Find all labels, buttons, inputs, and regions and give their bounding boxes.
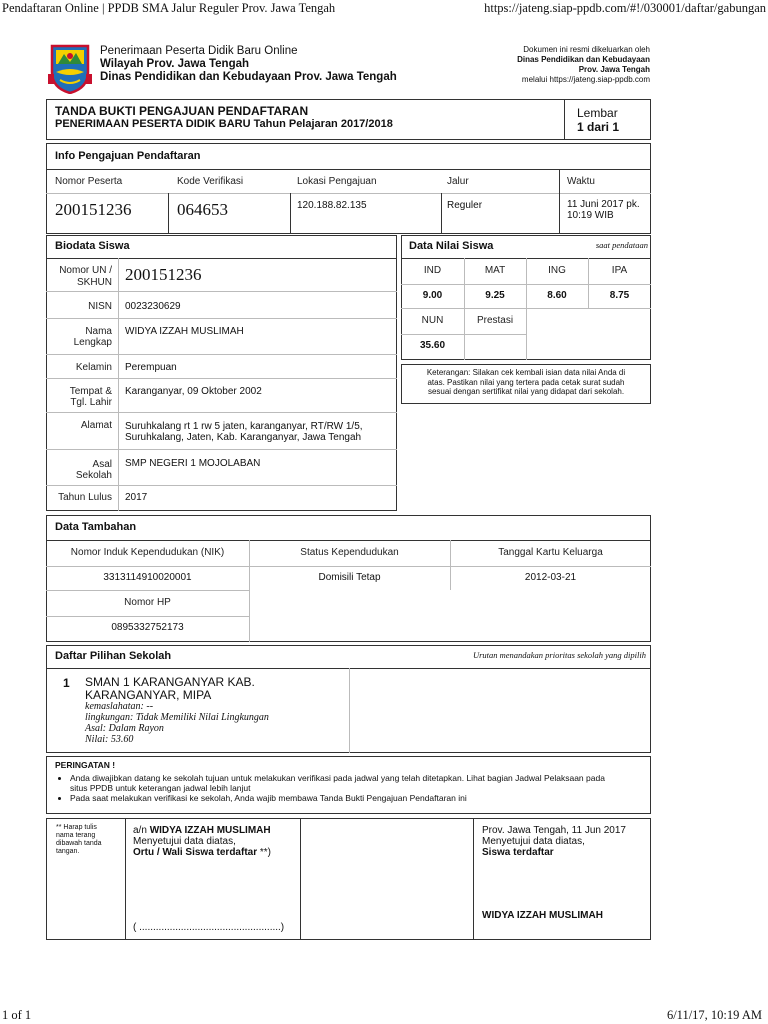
label-tahun-lulus: Tahun Lulus (58, 492, 112, 503)
status-kependudukan-value: Domisili Tetap (318, 572, 381, 583)
label-prestasi: Prestasi (476, 315, 514, 326)
nilai-nun: 35.60 (419, 340, 446, 351)
label-nomor-hp: Nomor HP (124, 597, 171, 608)
label-sekolah: Sekolah (75, 470, 112, 481)
kelamin-value: Perempuan (125, 362, 177, 373)
tahun-lulus-value: 2017 (125, 492, 148, 503)
document-subtitle: PENERIMAAN PESERTA DIDIK BARU Tahun Pelajaran 2017/2018 (55, 118, 393, 130)
pilihan-lingkungan: lingkungan: Tidak Memiliki Nilai Lingkungan (85, 712, 269, 723)
nilai-ind: 9.00 (422, 290, 443, 301)
label-alamat: Alamat (80, 420, 112, 431)
label-ind: IND (423, 265, 442, 276)
label-asal: Asal (92, 459, 112, 470)
ortu-an-name: a/n WIDYA IZZAH MUSLIMAH (133, 825, 271, 836)
nilai-ing: 8.60 (547, 290, 567, 301)
header-line-2: Wilayah Prov. Jawa Tengah (100, 58, 250, 70)
tanggal-kk-value: 2012-03-21 (524, 572, 577, 583)
siswa-menyetujui: Menyetujui data diatas, (482, 836, 585, 847)
label-jalur: Jalur (447, 176, 469, 187)
jalur-value: Reguler (447, 200, 483, 211)
label-tempat: Tempat & (69, 386, 112, 397)
label-nik: Nomor Induk Kependudukan (NIK) (70, 547, 225, 558)
nisn-value: 0023230629 (125, 301, 181, 312)
siswa-place-date: Prov. Jawa Tengah, 11 Jun 2017 (482, 825, 626, 836)
label-lokasi-pengajuan: Lokasi Pengajuan (297, 176, 377, 187)
tempat-tgl-lahir-value: Karanganyar, 09 Oktober 2002 (125, 386, 262, 397)
siswa-label: Siswa terdaftar (482, 847, 554, 858)
label-waktu: Waktu (567, 176, 595, 187)
header-right-1: Dokumen ini resmi dikeluarkan oleh (523, 45, 650, 54)
alamat-value-1: Suruhkalang rt 1 rw 5 jaten, karanganyar, RT/RW 1/5, (125, 421, 363, 432)
pilihan-number: 1 (63, 676, 70, 690)
biodata-heading: Biodata Siswa (55, 240, 130, 252)
nilai-note: saat pendataan (595, 240, 648, 250)
label-tgl-lahir: Tgl. Lahir (70, 397, 112, 408)
waktu-value-1: 11 Juni 2017 pk. (567, 199, 640, 210)
pilihan-school-line-1: SMAN 1 KARANGANYAR KAB. (85, 675, 255, 689)
peringatan-heading: PERINGATAN ! (55, 760, 116, 770)
nilai-mat: 9.25 (485, 290, 505, 301)
header-right-2: Dinas Pendidikan dan Kebudayaan (517, 55, 650, 64)
siswa-name: WIDYA IZZAH MUSLIMAH (482, 910, 603, 921)
nomor-hp-value: 0895332752173 (111, 622, 184, 633)
print-datetime: 6/11/17, 10:19 AM (666, 1008, 762, 1022)
header-right-4: melalui https://jateng.siap-ppdb.com (521, 75, 650, 84)
lokasi-pengajuan-value: 120.188.82.135 (297, 200, 367, 211)
document-title: TANDA BUKTI PENGAJUAN PENDAFTARAN (55, 104, 309, 118)
label-nomor-un: Nomor UN / (59, 265, 112, 276)
label-nama: Nama (85, 326, 112, 337)
pilihan-nilai: Nilai: 53.60 (85, 734, 134, 745)
lembar-value: 1 dari 1 (577, 120, 620, 134)
keterangan-text: Keterangan: Silakan cek kembali isian data nilai Anda di atas. Pastikan nilai yang tertera pada cetak surat sudah sesuai dengan sertifikat nilai yang didapat dari sekolah. (426, 368, 626, 396)
nomor-un-value: 200151236 (125, 265, 202, 284)
header-line-1: Penerimaan Peserta Didik Baru Online (100, 45, 298, 57)
pilihan-asal: Asal: Dalam Rayon (85, 723, 164, 734)
label-skhun: SKHUN (76, 277, 112, 288)
nilai-ipa: 8.75 (609, 290, 630, 301)
peringatan-list: • Anda diwajibkan datang ke sekolah tujuan untuk melakukan verifikasi pada jadwal yang telah ditetapkan. Lihat bagian Jadwal Pelaksaan pada situs PPDB untuk keterangan jadwal lebih lanjut • Pada saat melakukan verifikasi ke sekolah, Anda wajib membawa Tanda Bukti Pengajuan Pendaftaran ini (60, 773, 645, 803)
ortu-menyetujui: Menyetujui data diatas, (133, 836, 236, 847)
label-nun: NUN (421, 315, 444, 326)
nomor-peserta-value: 200151236 (55, 200, 132, 219)
ortu-signature-line: ( ...................................................) (133, 922, 285, 933)
label-lengkap: Lengkap (73, 337, 112, 348)
jawa-tengah-emblem-icon (46, 42, 94, 94)
nik-value: 3313114910020001 (103, 572, 192, 583)
label-nomor-peserta: Nomor Peserta (55, 176, 123, 187)
pilihan-school-line-2: KARANGANYAR, MIPA (85, 688, 212, 702)
asal-sekolah-value: SMP NEGERI 1 MOJOLABAN (125, 458, 261, 469)
label-mat: MAT (484, 265, 506, 276)
info-pengajuan-heading: Info Pengajuan Pendaftaran (55, 150, 201, 162)
nilai-heading: Data Nilai Siswa (409, 240, 494, 252)
label-tanggal-kk: Tanggal Kartu Keluarga (498, 547, 603, 558)
lembar-label: Lembar (577, 106, 618, 120)
waktu-value-2: 10:19 WIB (567, 210, 614, 221)
pilihan-kemaslahatan: kemaslahatan: -- (85, 701, 154, 712)
pilihan-note: Urutan menandakan prioritas sekolah yang dipilih (472, 650, 646, 660)
tanda-tangan-note: ** Harap tulis nama terang dibawah tanda tangan. (56, 824, 102, 855)
alamat-value-2: Suruhkalang, Jaten, Kab. Karanganyar, Jawa Tengah (125, 432, 362, 443)
browser-url: https://jateng.siap-ppdb.com/#!/030001/daftar/gabungan (484, 1, 766, 15)
pilihan-sekolah-heading: Daftar Pilihan Sekolah (55, 650, 172, 662)
browser-page-title: Pendaftaran Online | PPDB SMA Jalur Reguler Prov. Jawa Tengah (2, 1, 336, 15)
kode-verifikasi-value: 064653 (177, 200, 228, 219)
header-line-3: Dinas Pendidikan dan Kebudayaan Prov. Jawa Tengah (100, 71, 397, 83)
label-status-kependudukan: Status Kependudukan (300, 547, 399, 558)
data-tambahan-heading: Data Tambahan (55, 521, 137, 533)
label-kelamin: Kelamin (75, 362, 112, 373)
label-nisn: NISN (88, 301, 112, 312)
label-ing: ING (548, 265, 566, 276)
nama-lengkap-value: WIDYA IZZAH MUSLIMAH (125, 326, 244, 337)
header-right-3: Prov. Jawa Tengah (578, 65, 650, 74)
label-ipa: IPA (611, 265, 628, 276)
label-kode-verifikasi: Kode Verifikasi (177, 176, 244, 187)
ortu-label: Ortu / Wali Siswa terdaftar **) (133, 847, 272, 858)
page-number: 1 of 1 (2, 1008, 32, 1022)
